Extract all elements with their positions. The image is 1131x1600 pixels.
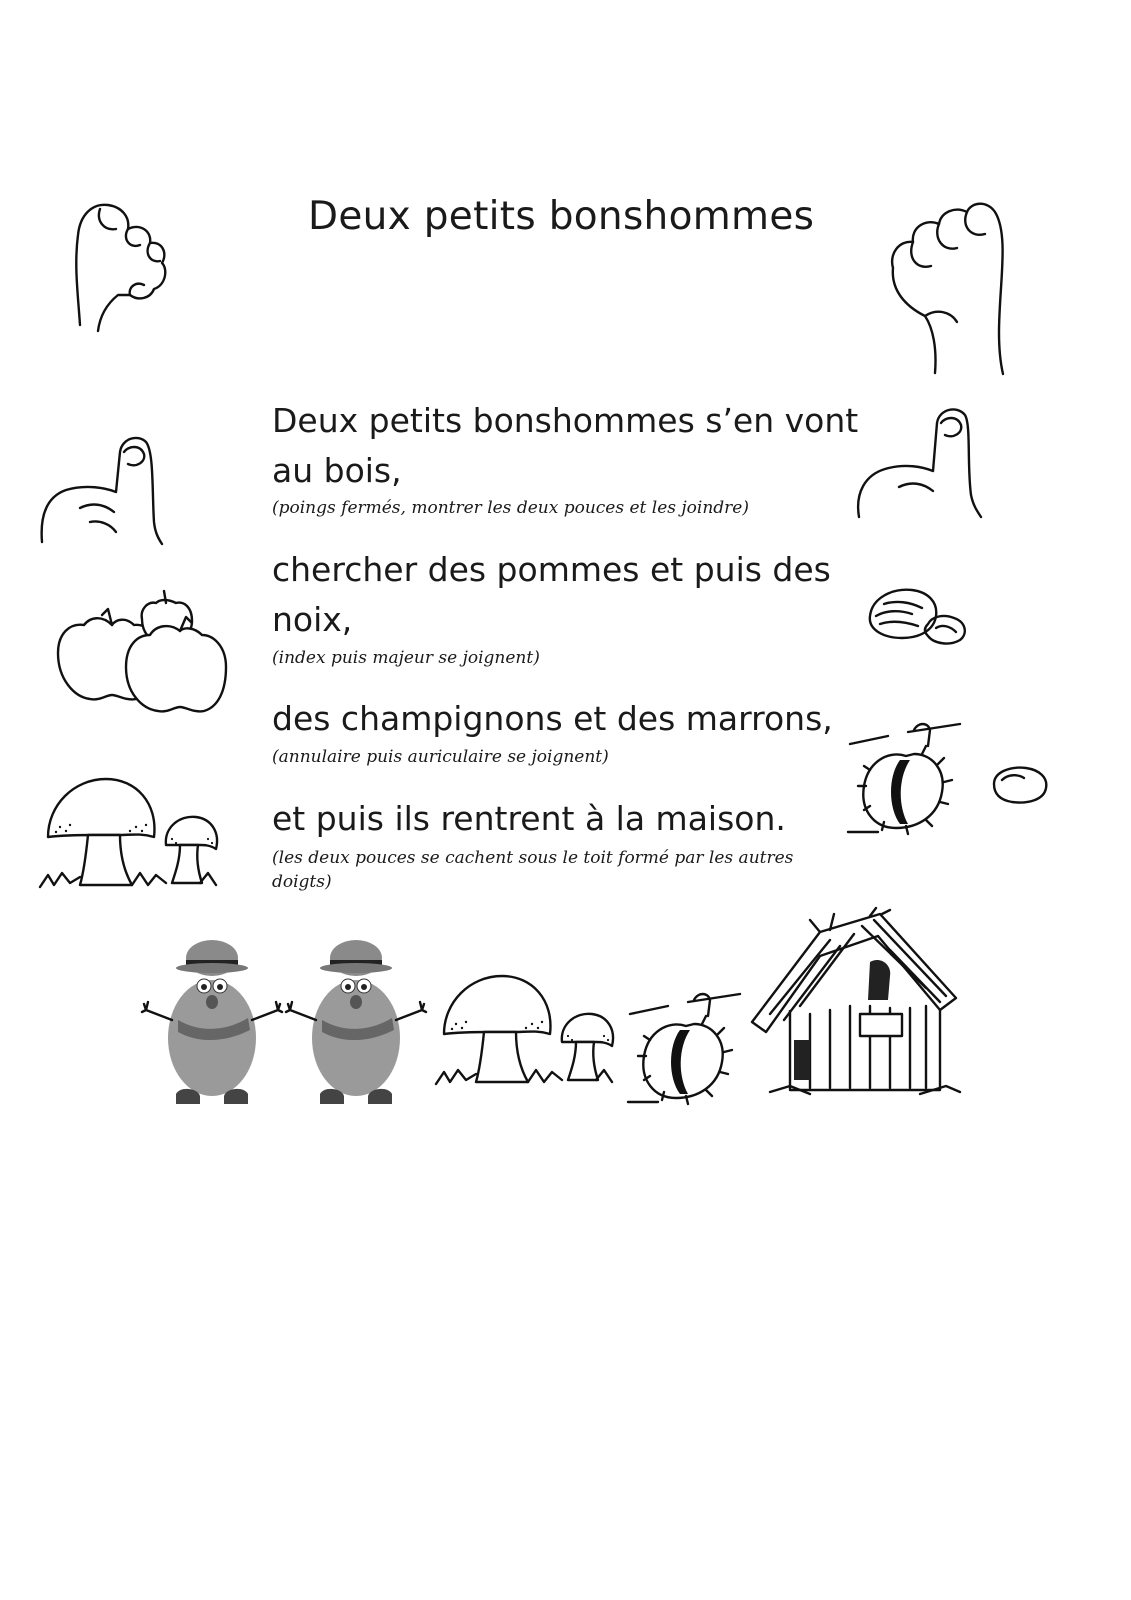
verse-line: au bois, bbox=[272, 451, 402, 490]
verse-line: noix, bbox=[272, 600, 353, 639]
thumb-up-icon bbox=[40, 432, 180, 547]
page-title: Deux petits bonshommes bbox=[308, 194, 815, 239]
verse-line: et puis ils rentrent à la maison. bbox=[272, 799, 786, 838]
gesture-note: (les deux pouces se cachent sous le toit formé par les autres bbox=[272, 848, 794, 868]
verse-line: des champignons et des marrons, bbox=[272, 699, 833, 738]
seed-icon bbox=[990, 764, 1050, 806]
fist-icon bbox=[70, 195, 170, 335]
chestnut-icon bbox=[628, 986, 743, 1106]
wooden-hut-icon bbox=[750, 910, 960, 1100]
bonhomme-icon bbox=[142, 938, 282, 1108]
mushrooms-icon bbox=[436, 972, 616, 1097]
thumb-up-icon bbox=[855, 405, 990, 520]
mushrooms-icon bbox=[40, 775, 220, 900]
verse-line: chercher des pommes et puis des bbox=[272, 550, 831, 589]
gesture-note: (poings fermés, montrer les deux pouces et les joindre) bbox=[272, 498, 749, 518]
walnuts-icon bbox=[866, 586, 971, 646]
gesture-note: (index puis majeur se joignent) bbox=[272, 648, 540, 668]
fist-icon bbox=[885, 198, 1015, 378]
bonhomme-icon bbox=[286, 938, 426, 1108]
gesture-note: (annulaire puis auriculaire se joignent) bbox=[272, 747, 609, 767]
verse-line: Deux petits bonshommes s’en vont bbox=[272, 401, 859, 440]
apples-icon bbox=[50, 595, 230, 720]
chestnut-icon bbox=[848, 716, 963, 836]
gesture-note: doigts) bbox=[272, 872, 332, 892]
